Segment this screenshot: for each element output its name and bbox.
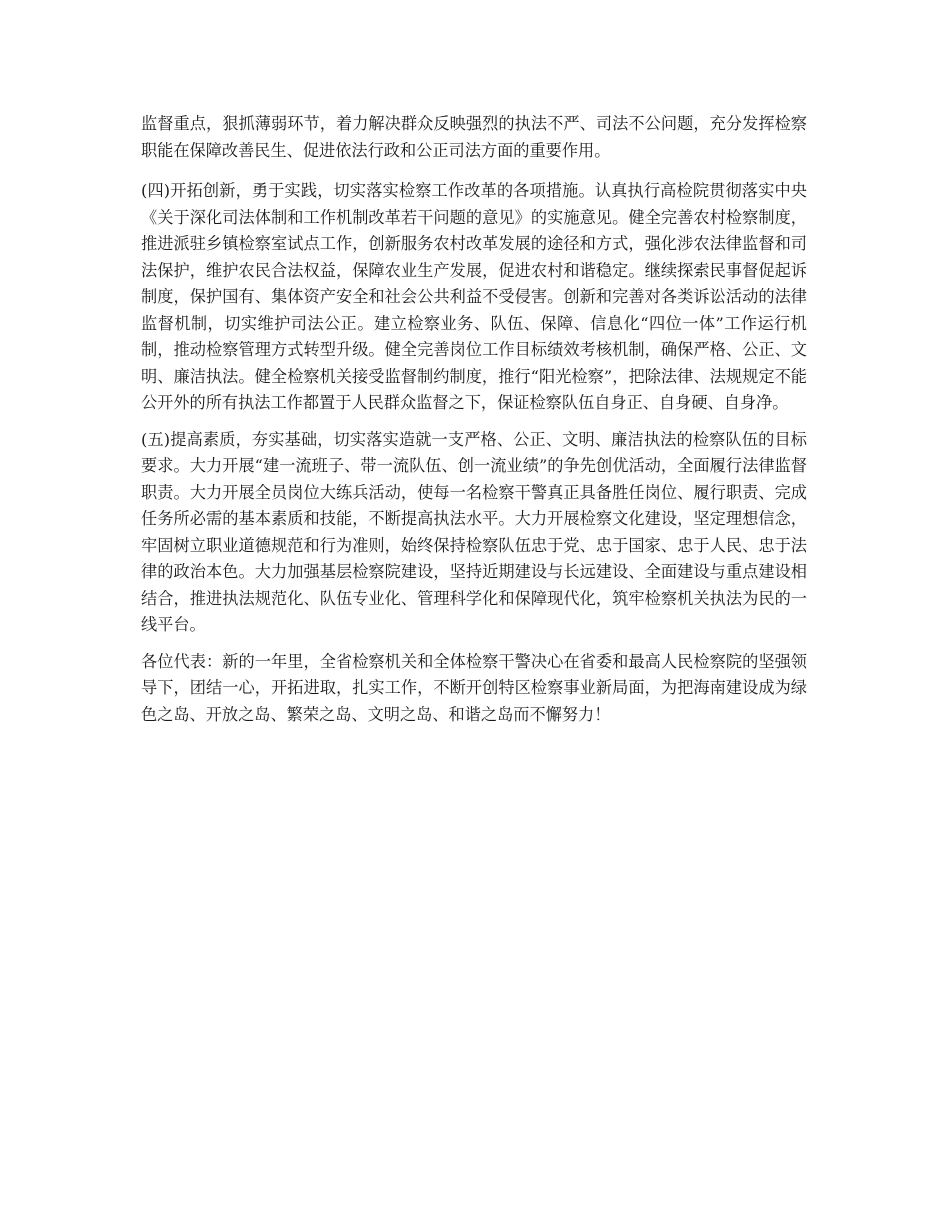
paragraph-closing-remarks: 各位代表：新的一年里，全省检察机关和全体检察干警决心在省委和最高人民检察院的坚强领导下，团结一心，开拓进取，扎实工作，不断开创特区检察事业新局面，为把海南建设成为绿色之岛、开放之岛、繁荣之岛、文明之岛、和谐之岛而不懈努力！ <box>141 651 807 724</box>
paragraph-supervision-focus: 监督重点，狠抓薄弱环节，着力解决群众反映强烈的执法不严、司法不公问题，充分发挥检察职能在保障改善民生、促进依法行政和公正司法方面的重要作用。 <box>141 114 807 160</box>
paragraph-team-quality: (五)提高素质，夯实基础，切实落实造就一支严格、公正、文明、廉洁执法的检察队伍的目标要求。大力开展“建一流班子、带一流队伍、创一流业绩”的争先创优活动，全面履行法律监督职责。大力开展全员岗位大练兵活动，使每一名检察干警真正具备胜任岗位、履行职责、完成任务所必需的基本素质和技能，不断提高执法水平。大力开展检察文化建设，坚定理想信念，牢固树立职业道德规范和行为准则，始终保持检察队伍忠于党、忠于国家、忠于人民、忠于法律的政治本色。大力加强基层检察院建设，坚持近期建设与长远建设、全面建设与重点建设相结合，推进执法规范化、队伍专业化、管理科学化和保障现代化，筑牢检察机关执法为民的一线平台。 <box>141 429 807 634</box>
paragraph-reform-measures: (四)开拓创新，勇于实践，切实落实检察工作改革的各项措施。认真执行高检院贯彻落实中央《关于深化司法体制和工作机制改革若干问题的意见》的实施意见。健全完善农村检察制度，推进派驻乡镇检察室试点工作，创新服务农村改革发展的途径和方式，强化涉农法律监督和司法保护，维护农民合法权益，保障农业生产发展，促进农村和谐稳定。继续探索民事督促起诉制度，保护国有、集体资产安全和社会公共利益不受侵害。创新和完善对各类诉讼活动的法律监督机制，切实维护司法公正。建立检察业务、队伍、保障、信息化“四位一体”工作运行机制，推动检察管理方式转型升级。健全完善岗位工作目标绩效考核机制，确保严格、公正、文明、廉洁执法。健全检察机关接受监督制约制度，推行“阳光检察”，把除法律、法规规定不能公开外的所有执法工作都置于人民群众监督之下，保证检察队伍自身正、自身硬、自身净。 <box>141 181 807 412</box>
document-page <box>141 111 807 738</box>
